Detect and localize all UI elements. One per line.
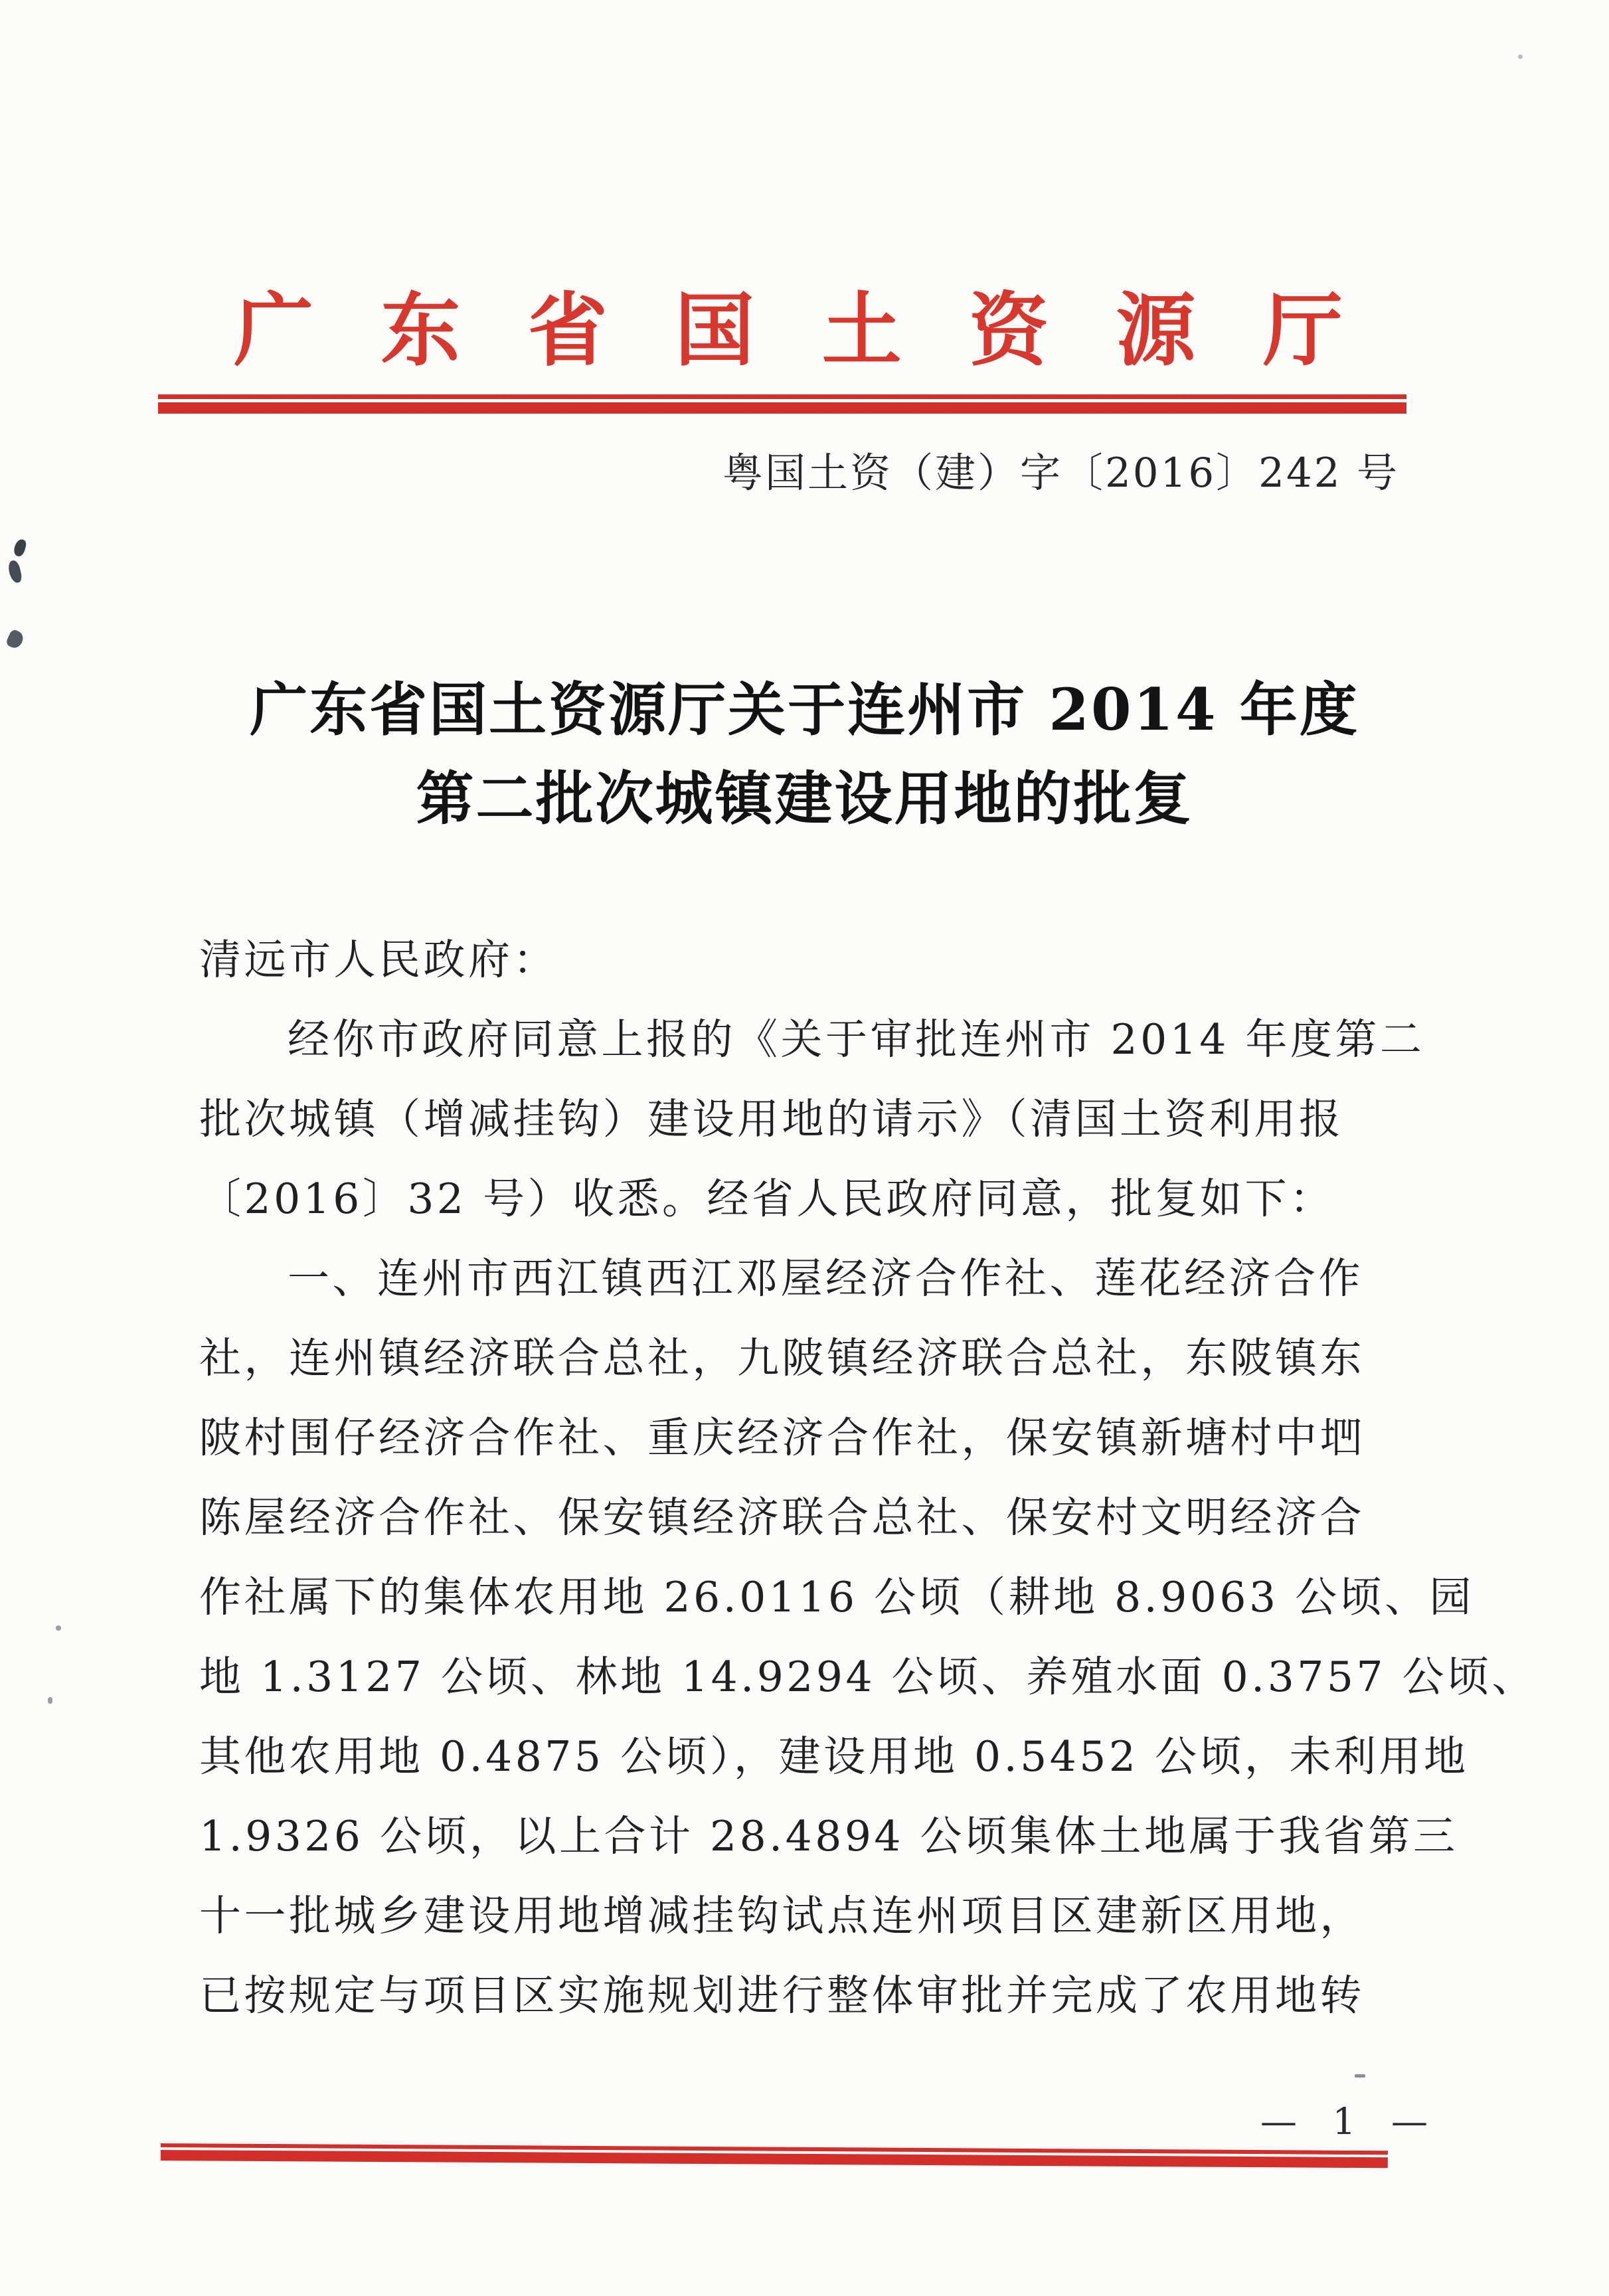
document-title [0, 665, 1609, 843]
agency-char: 国 [675, 284, 755, 377]
body-line: 批次城镇（增减挂钩）建设用地的请示》（清国土资利用报 [199, 1095, 1344, 1143]
scan-artifact [48, 1697, 52, 1704]
doc-reference-number: 粤国土资（建）字〔2016〕242 号 [722, 450, 1399, 497]
letterhead-rule-thick-line [158, 402, 1406, 414]
addressee: 清远市人民政府： [199, 936, 558, 984]
scan-artifact [13, 538, 27, 557]
body-line: 十一批城乡建设用地增减挂钩试点连州项目区建新区用地， [199, 1892, 1365, 1940]
body-line: 社，连州镇经济联合总社，九陂镇经济联合总社，东陂镇东 [199, 1334, 1365, 1382]
body-line: 其他农用地 0.4875 公顷），建设用地 0.5452 公顷，未利用地 [199, 1732, 1469, 1781]
body-line: 地 1.3127 公顷、林地 14.9294 公顷、养殖水面 0.3757 公顷、 [199, 1653, 1537, 1701]
letterhead-rule [158, 394, 1406, 414]
body-line: 已按规定与项目区实施规划进行整体审批并完成了农用地转 [199, 1971, 1365, 2020]
letterhead-rule-thin-line [158, 394, 1406, 399]
letterhead-agency-name [234, 286, 1343, 376]
agency-char: 厅 [1262, 284, 1343, 377]
title-line-1: 广东省国土资源厅关于连州市 2014 年度 [250, 675, 1359, 744]
agency-char: 广 [234, 284, 313, 377]
body-line: 陈屋经济合作社、保安镇经济联合总社、保安村文明经济合 [199, 1493, 1365, 1542]
body-line: 1.9326 公顷，以上合计 28.4894 公顷集体土地属于我省第三 [199, 1812, 1458, 1860]
page-number: — 1 — [1260, 2100, 1428, 2143]
agency-char: 源 [1116, 284, 1196, 377]
footer-rule [161, 2143, 1388, 2168]
scan-artifact [1355, 2074, 1365, 2078]
document-body [199, 920, 1537, 2036]
scan-artifact [1518, 54, 1523, 59]
agency-char: 资 [969, 284, 1049, 377]
scan-artifact [7, 560, 23, 584]
agency-char: 东 [381, 284, 461, 377]
agency-char: 省 [527, 284, 608, 377]
body-line: 陂村围仔经济合作社、重庆经济合作社，保安镇新塘村中垇 [199, 1414, 1365, 1462]
scan-artifact [5, 629, 26, 651]
body-line: 〔2016〕32 号）收悉。经省人民政府同意，批复如下： [199, 1175, 1335, 1223]
agency-char: 土 [821, 284, 902, 377]
title-line-2: 第二批次城镇建设用地的批复 [416, 764, 1193, 833]
body-line: 一、连州市西江镇西江邓屋经济合作社、莲花经济合作 [288, 1254, 1363, 1303]
scan-artifact [56, 1625, 61, 1631]
body-line: 作社属下的集体农用地 26.0116 公顷（耕地 8.9063 公顷、园 [199, 1573, 1475, 1621]
body-line: 经你市政府同意上报的《关于审批连州市 2014 年度第二 [288, 1015, 1425, 1064]
